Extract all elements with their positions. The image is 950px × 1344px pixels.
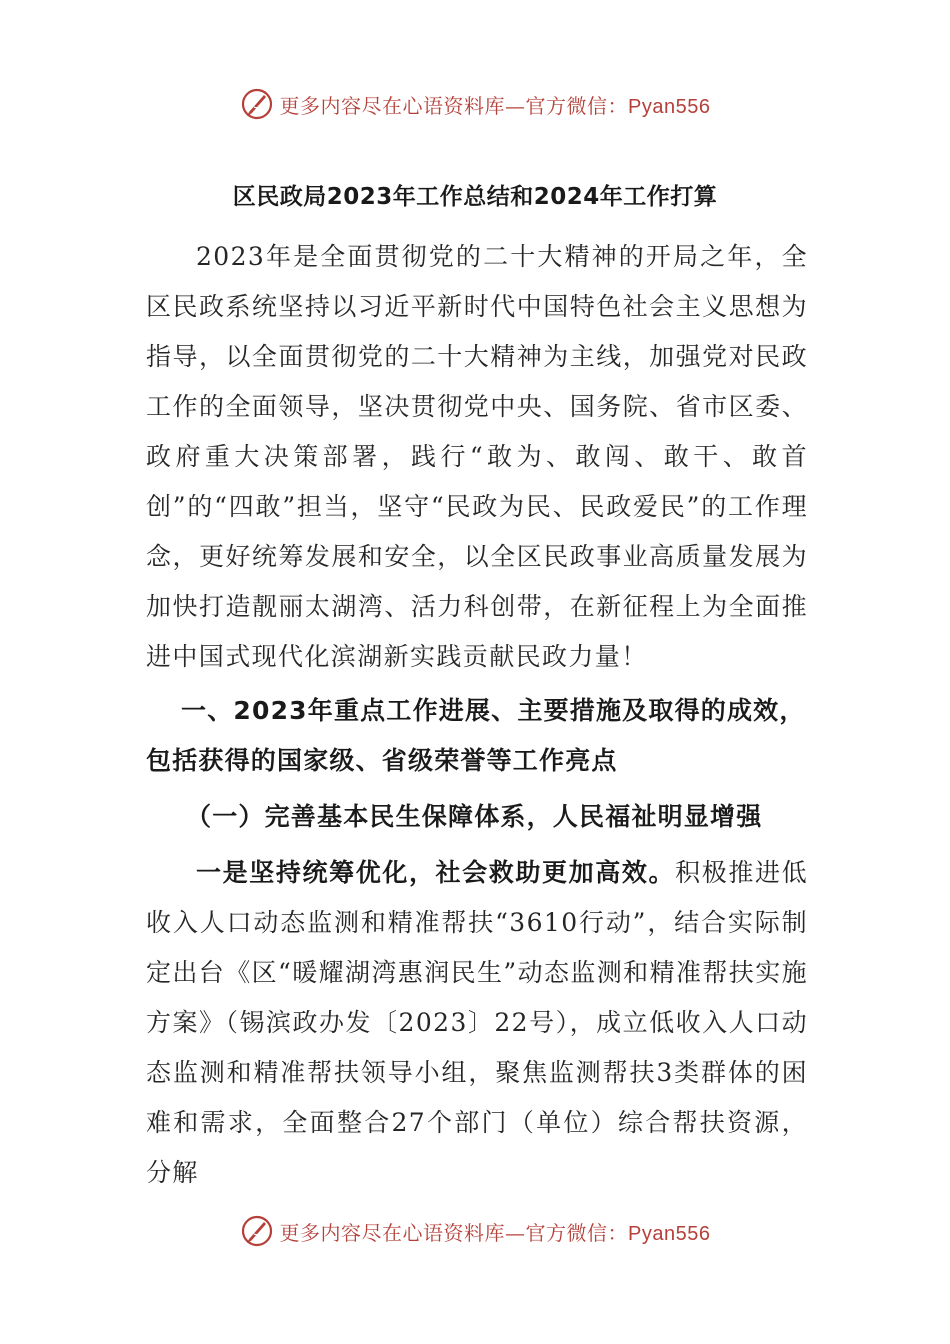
intro-paragraph: 2023年是全面贯彻党的二十大精神的开局之年，全区民政系统坚持以习近平新时代中国特色社会主义思想为指导，以全面贯彻党的二十大精神为主线，加强党对民政工作的全面领导，坚决贯彻党中央、国务院、省市区委、政府重大决策部署，践行“敢为、敢闯、敢干、敢首创”的“四敢”担当，坚守“民政为民、民政爱民”的工作理念，更好统筹发展和安全，以全区民政事业高质量发展为加快打造靓丽太湖湾、活力科创带，在新征程上为全面推进中国式现代化滨湖新实践贡献民政力量！ [146, 242, 808, 671]
point-paragraph-1 [146, 848, 808, 1198]
watermark-label: 官方微信： [525, 1220, 629, 1245]
watermark-header [0, 84, 950, 124]
point-body-1: 积极推进低收入人口动态监测和精准帮扶“3610行动”，结合实际制定出台《区“暖耀湖湾惠润民生”动态监测和精准帮扶实施方案》（锡滨政办发〔2023〕22号），成立低收入人口动态监测和精准帮扶领导小组，聚焦监测帮扶3类群体的困难和需求，全面整合27个部门（单位）综合帮扶资源，分解 [146, 858, 808, 1187]
watermark-id: Pyan556 [628, 1222, 711, 1245]
subsection-heading-1: （一）完善基本民生保障体系，人民福祉明显增强 [186, 802, 763, 831]
watermark-footer [0, 1211, 950, 1251]
watermark-separator: — [505, 1220, 526, 1245]
watermark-label: 官方微信： [525, 93, 629, 118]
document-body [146, 232, 808, 1198]
watermark-text [280, 1217, 711, 1246]
document-title: 区民政局2023年工作总结和2024年工作打算 [232, 184, 718, 210]
point-lead-1: 一是坚持统筹优化，社会救助更加高效。 [196, 858, 676, 887]
watermark-slogan: 更多内容尽在心语资料库 [279, 1220, 506, 1245]
watermark-text [280, 90, 711, 119]
quill-pen-logo-icon [240, 87, 274, 121]
watermark-id: Pyan556 [628, 95, 711, 118]
watermark-separator: — [505, 93, 526, 118]
watermark-slogan: 更多内容尽在心语资料库 [279, 93, 506, 118]
quill-pen-logo-icon [240, 1214, 274, 1248]
section-heading-1: 一、2023年重点工作进展、主要措施及取得的成效，包括获得的国家级、省级荣誉等工作亮点 [146, 696, 806, 775]
